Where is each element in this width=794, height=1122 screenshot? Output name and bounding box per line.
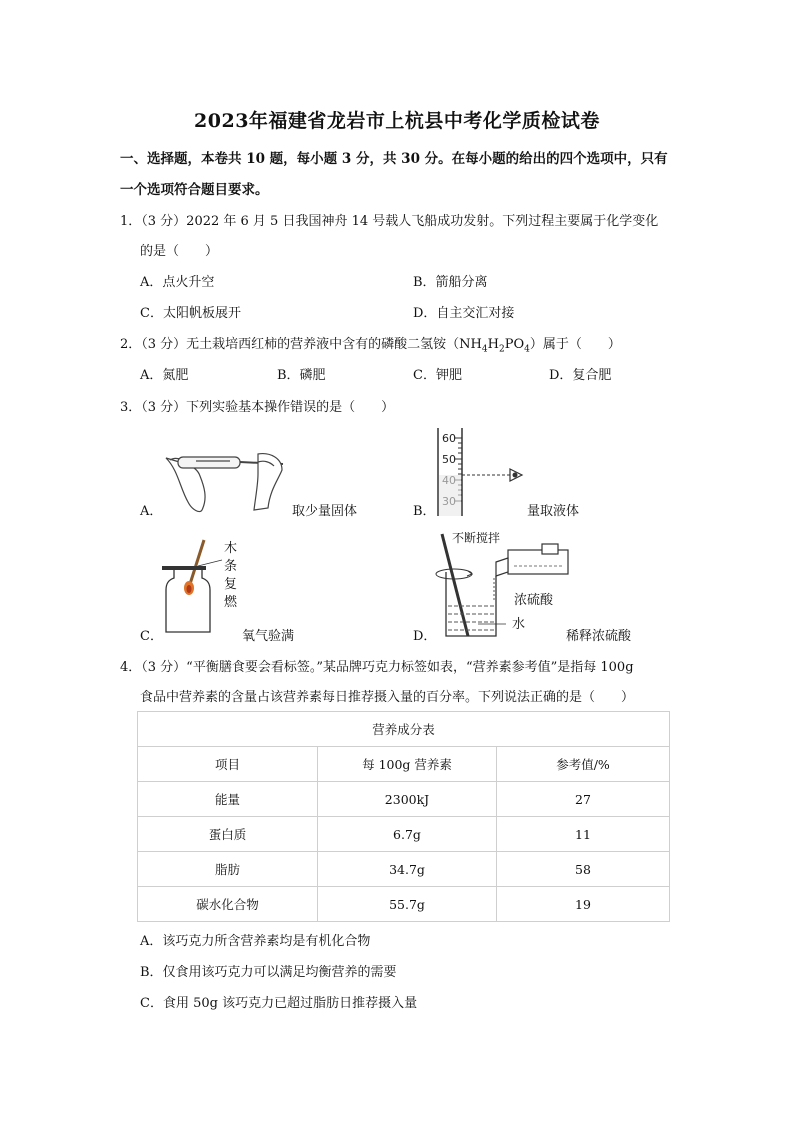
q3-option-b-caption: 量取液体 bbox=[527, 504, 580, 519]
q1-stem-line1: 1．（3 分）2022 年 6 月 5 日我国神舟 14 号载人飞船成功发射。下列过程主要属于化学变化 bbox=[120, 214, 659, 229]
table-cell: 27 bbox=[497, 782, 670, 817]
table-cell: 脂肪 bbox=[138, 852, 318, 887]
table-cell: 6.7g bbox=[318, 817, 497, 852]
q4-option-c[interactable]: C．食用 50g 该巧克力已超过脂肪日推荐摄入量 bbox=[140, 996, 418, 1011]
table-cell: 11 bbox=[497, 817, 670, 852]
table-cell: 55.7g bbox=[318, 887, 497, 922]
q3-figure-b-graduated-cylinder bbox=[430, 428, 530, 518]
q4-stem-line1: 4．（3 分）“平衡膳食要会看标签。”某品牌巧克力标签如表，“营养素参考值”是指每 100g bbox=[120, 660, 634, 675]
table-row bbox=[138, 852, 670, 887]
section-heading-line1: 一、选择题，本卷共 10 题，每小题 3 分，共 30 分。在每小题的给出的四个选项中，只有 bbox=[120, 151, 668, 167]
page-title: 2023年福建省龙岩市上杭县中考化学质检试卷 bbox=[194, 110, 600, 132]
table-row bbox=[138, 817, 670, 852]
table-row bbox=[138, 887, 670, 922]
table-header-row bbox=[138, 747, 670, 782]
splint-char-2: 条 bbox=[224, 559, 238, 574]
table-cell: 蛋白质 bbox=[138, 817, 318, 852]
table-header: 每 100g 营养素 bbox=[318, 747, 497, 782]
tick-60: 60 bbox=[442, 432, 456, 445]
table-row bbox=[138, 782, 670, 817]
splint-char-4: 燃 bbox=[224, 595, 238, 610]
q3-option-a-letter[interactable]: A． bbox=[140, 504, 163, 519]
acid-label: 浓硫酸 bbox=[514, 593, 554, 608]
table-caption-row bbox=[138, 712, 670, 747]
q1-stem-line2: 的是（ ） bbox=[140, 244, 219, 259]
splint-char-1: 木 bbox=[224, 541, 238, 556]
water-label: 水 bbox=[512, 617, 526, 632]
q4-stem-line2: 食品中营养素的含量占该营养素每日推荐摄入量的百分率。下列说法正确的是（ ） bbox=[140, 690, 635, 705]
q2-option-a[interactable]: A．氮肥 bbox=[140, 368, 189, 383]
table-header: 参考值/% bbox=[497, 747, 670, 782]
stir-label: 不断搅拌 bbox=[452, 531, 501, 545]
splint-char-3: 复 bbox=[224, 577, 238, 592]
table-cell: 碳水化合物 bbox=[138, 887, 318, 922]
q4-option-a[interactable]: A．该巧克力所含营养素均是有机化合物 bbox=[140, 934, 371, 949]
section-heading-line2: 一个选项符合题目要求。 bbox=[120, 182, 269, 198]
table-cell: 能量 bbox=[138, 782, 318, 817]
q1-option-a[interactable]: A．点火升空 bbox=[140, 275, 215, 290]
q3-option-d-caption: 稀释浓硫酸 bbox=[566, 629, 632, 644]
nutrition-table bbox=[137, 711, 670, 922]
table-cell: 2300kJ bbox=[318, 782, 497, 817]
q2-stem: 2．（3 分）无土栽培西红柿的营养液中含有的磷酸二氢铵$(NH_4H_2PO_4)$属于（ ） bbox=[120, 337, 621, 355]
q3-option-d-letter[interactable]: D． bbox=[413, 629, 437, 644]
q4-option-b[interactable]: B．仅食用该巧克力可以满足均衡营养的需要 bbox=[140, 965, 397, 980]
q3-figure-a-test-tube-hands bbox=[158, 450, 288, 518]
q1-option-b[interactable]: B．箭船分离 bbox=[413, 275, 488, 290]
q1-option-d[interactable]: D．自主交汇对接 bbox=[413, 306, 515, 321]
q3-option-a-caption: 取少量固体 bbox=[292, 504, 358, 519]
q2-option-d[interactable]: D．复合肥 bbox=[549, 368, 612, 383]
q3-stem: 3．（3 分）下列实验基本操作错误的是（ ） bbox=[120, 400, 395, 415]
table-header: 项目 bbox=[138, 747, 318, 782]
table-cell: 34.7g bbox=[318, 852, 497, 887]
q3-option-c-letter[interactable]: C． bbox=[140, 629, 163, 644]
table-cell: 19 bbox=[497, 887, 670, 922]
q2-option-c[interactable]: C．钾肥 bbox=[413, 368, 462, 383]
q3-option-b-letter[interactable]: B． bbox=[413, 504, 436, 519]
q3-option-c-caption: 氧气验满 bbox=[242, 629, 295, 644]
table-caption: 营养成分表 bbox=[138, 712, 670, 747]
table-cell: 58 bbox=[497, 852, 670, 887]
q3-figure-c-oxygen-bottle bbox=[160, 538, 250, 638]
tick-50: 50 bbox=[442, 453, 456, 466]
q1-option-c[interactable]: C．太阳帆板展开 bbox=[140, 306, 241, 321]
q2-option-b[interactable]: B．磷肥 bbox=[277, 368, 326, 383]
